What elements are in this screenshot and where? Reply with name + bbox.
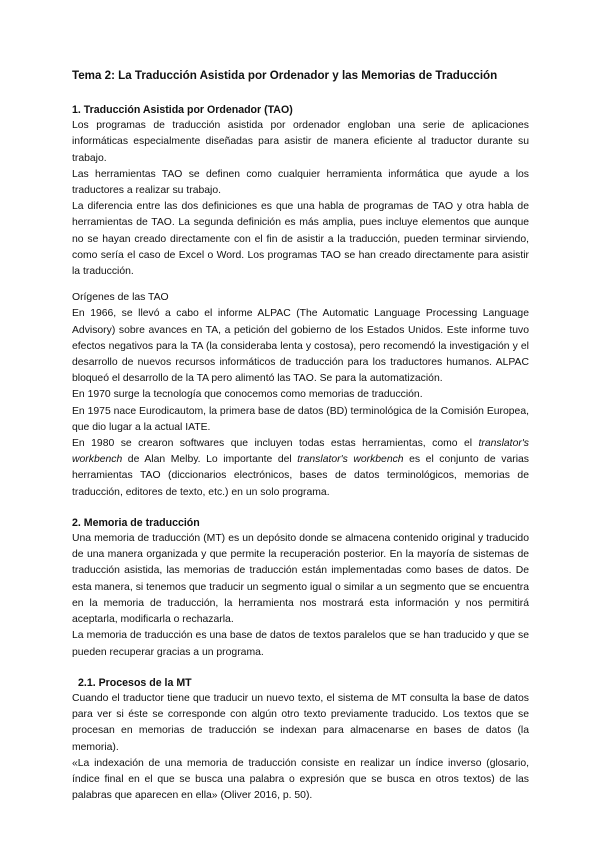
- section-2-paragraph-1: Una memoria de traducción (MT) es un depósito donde se almacena contenido original y traducido de una manera organizada y que permite la recuperación posterior. En la mayoría de sistemas de traducción asistida, las memorias de traducción están implementadas como bases de datos. De esta manera, si tenemos que traducir un segmento igual o similar a un segmento que se encuentra en la memoria de traducción, la herramienta nos mostrará esta información y nos permitirá aceptarla, modificarla o rechazarla.: [72, 533, 529, 626]
- section-1-paragraph-1: Los programas de traducción asistida por ordenador engloban una serie de aplicaciones informáticas especialmente diseñadas para asistir de manera eficiente al traductor durante su trabajo.: [72, 120, 529, 164]
- origins-p4-emphasis-2: translator's workbench: [297, 454, 404, 466]
- origins-p4-emphasis-1: translator's workbench: [72, 438, 529, 466]
- section-1-paragraph-3: La diferencia entre las dos definiciones es que una habla de programas de TAO y otra habla de herramientas de TAO. La segunda definición es más amplia, pues incluye elementos que aunque no se hayan creado directamente con el fin de asistir a la traducción, pueden terminar sirviendo, como sería el caso de Excel o Word. Los programas TAO se han creado directamente para asistir la traducción.: [72, 201, 529, 278]
- section-2-heading: 2. Memoria de traducción: [72, 516, 200, 529]
- origins-paragraph-1: En 1966, se llevó a cabo el informe ALPAC (The Automatic Language Processing Language Advisory) sobre avances en TA, a petición del gobierno de los Estados Unidos. Este informe tuvo efectos negativos para la TA (la consideraba lenta y costosa), pero recomendó la investigación y el desarrollo de nuevos recursos informáticos de traducción para los traductores humanos. ALPAC bloqueó el desarrollo de la TA pero alimentó las TAO. Se para la automatización.: [72, 308, 529, 385]
- origins-p4-text-c: es el conjunto de varias herramientas TAO (diccionarios electrónicos, bases de datos terminológicos, memorias de traducción, editores de texto, etc.) en un solo programa.: [72, 454, 529, 498]
- section-2-1-paragraph-1: Cuando el traductor tiene que traducir un nuevo texto, el sistema de MT consulta la base de datos para ver si éste se corresponde con algún otro texto previamente traducido. Los textos que se procesan en memorias de traducción se indexan para almacenarse en bases de datos (la memoria).: [72, 692, 529, 753]
- document-page: [72, 68, 529, 804]
- origins-paragraph-2: En 1970 surge la tecnología que conocemos como memorias de traducción.: [72, 389, 423, 401]
- section-2-1-paragraph-2: «La indexación de una memoria de traducción consiste en realizar un índice inverso (glosario, índice final en el que se busca una palabra o expresión que se busca en otros textos) de las palabras que aparecen en ella» (Oliver 2016, p. 50).: [72, 757, 529, 802]
- origins-paragraph-4: [72, 436, 529, 501]
- origins-heading: Orígenes de las TAO: [72, 292, 169, 304]
- section-1-paragraph-2: Las herramientas TAO se definen como cualquier herramienta informática que ayude a los traductores a realizar su trabajo.: [72, 168, 529, 197]
- document-title: Tema 2: La Traducción Asistida por Ordenador y las Memorias de Traducción: [72, 69, 498, 82]
- section-1-heading: 1. Traducción Asistida por Ordenador (TAO): [72, 104, 293, 116]
- origins-paragraph-3: En 1975 nace Eurodicautom, la primera base de datos (BD) terminológica de la Comisión Europea, que dio lugar a la actual IATE.: [72, 405, 529, 433]
- origins-p4-text-b: de Alan Melby. Lo importante del: [122, 454, 298, 466]
- origins-p4-text-a: En 1980 se crearon softwares que incluyen todas estas herramientas, como el: [72, 438, 479, 450]
- section-2-paragraph-2: La memoria de traducción es una base de datos de textos paralelos que se han traducido y que se pueden recuperar gracias a un programa.: [72, 630, 529, 658]
- section-2-1-heading: 2.1. Procesos de la MT: [78, 676, 192, 689]
